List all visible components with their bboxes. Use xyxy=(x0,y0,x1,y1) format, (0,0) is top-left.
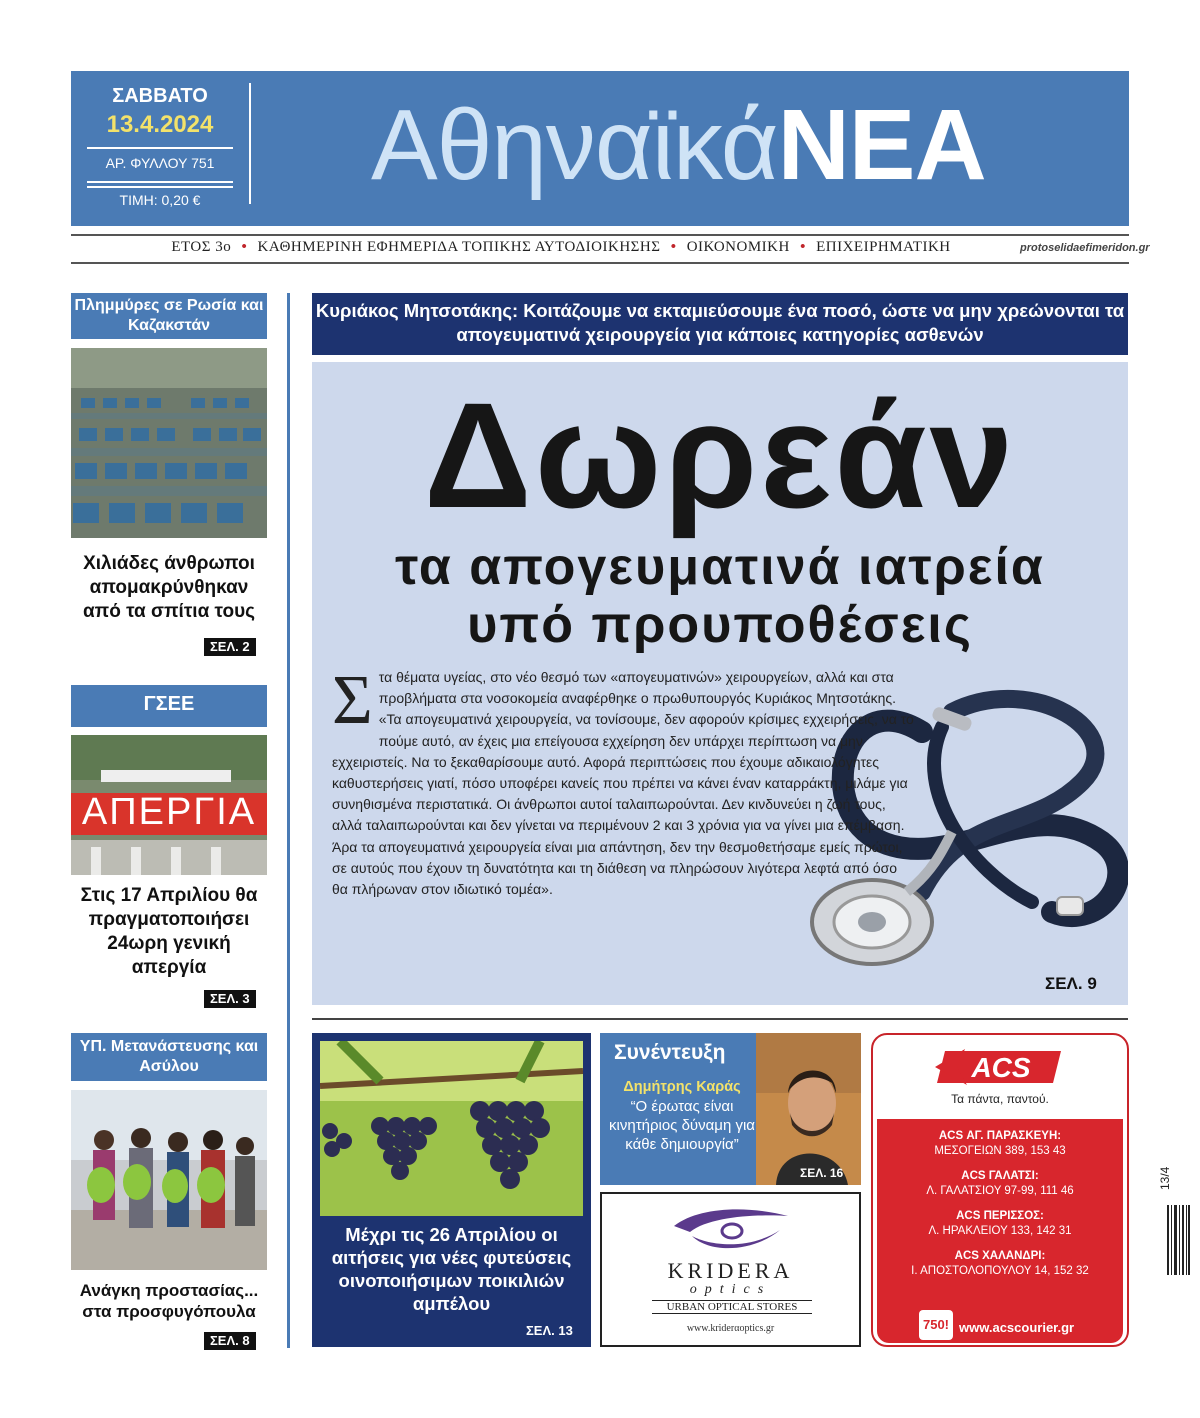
newspaper-logo xyxy=(371,89,986,201)
refugee-children-photo[interactable] xyxy=(71,1090,267,1270)
grapes-photo[interactable] xyxy=(320,1041,583,1216)
page-reference: ΣΕΛ. 16 xyxy=(800,1166,844,1180)
issue-day: ΣΑΒΒΑΤΟ xyxy=(112,85,208,107)
logo-light-text: Αθηναϊκά xyxy=(371,89,778,201)
kridera-tagline: URBAN OPTICAL STORES xyxy=(652,1300,812,1314)
subheadline-line: υπό προυποθέσεις xyxy=(467,596,973,654)
acs-ad[interactable] xyxy=(871,1033,1129,1347)
rule xyxy=(71,262,1129,264)
interview-title: Συνέντευξη xyxy=(614,1041,726,1064)
story-kicker: ΥΠ. Μετανάστευσης και Ασύλου xyxy=(71,1033,267,1081)
page-reference: ΣΕΛ. 9 xyxy=(1045,974,1097,993)
masthead xyxy=(71,71,1129,226)
acs-store xyxy=(873,1169,1127,1199)
divider xyxy=(87,186,233,188)
main-subheadline xyxy=(312,538,1128,654)
interviewee-name: Δημήτρης Καράς xyxy=(623,1079,741,1095)
bullet-icon: • xyxy=(241,239,248,255)
acs-store-address: Ι. ΑΠΟΣΤΟΛΟΠΟΥΛΟΥ 14, 152 32 xyxy=(911,1265,1089,1277)
wine-story xyxy=(312,1033,591,1347)
divider xyxy=(87,147,233,149)
kridera-url[interactable]: www.kriderαoptics.gr xyxy=(686,1323,775,1334)
story-headline[interactable]: Ανάγκη προστασίας... στα προσφυγόπουλα xyxy=(79,1281,259,1321)
main-body-text xyxy=(332,662,914,900)
acs-logo-icon xyxy=(935,1047,1065,1087)
subheadline-line: τα απογευματινά ιατρεία xyxy=(395,538,1045,596)
main-headline[interactable]: Δωρεάν xyxy=(423,371,1017,539)
issue-date: 13.4.2024 xyxy=(106,111,214,138)
kridera-ad[interactable] xyxy=(600,1192,861,1347)
kridera-optics: optics xyxy=(689,1282,772,1297)
page-reference: ΣΕΛ. 2 xyxy=(204,638,256,656)
acs-store-address: Λ. ΓΑΛΑΤΣΙΟΥ 97-99, 111 46 xyxy=(926,1185,1074,1197)
tagline-part: ΚΑΘΗΜΕΡΙΝΗ ΕΦΗΜΕΡΙΔΑ ΤΟΠΙΚΗΣ ΑΥΤΟΔΙΟΙΚΗΣΗΣ xyxy=(257,239,661,255)
acs-motto: Τα πάντα, παντού. xyxy=(951,1092,1049,1106)
acs-store xyxy=(873,1129,1127,1159)
acs-store xyxy=(873,1209,1127,1239)
page-reference: ΣΕΛ. 13 xyxy=(526,1323,573,1338)
main-story xyxy=(312,362,1128,1005)
tagline xyxy=(71,239,1051,256)
acs-url[interactable]: www.acscourier.gr xyxy=(959,1320,1075,1335)
tagline-part: ΕΠΙΧΕΙΡΗΜΑΤΙΚΗ xyxy=(816,239,951,255)
acs-logo-text: ACS xyxy=(971,1052,1031,1083)
interviewee-photo[interactable] xyxy=(756,1033,861,1185)
interview-quote[interactable]: “Ο έρωτας είναι κινητήριος δύναμη για κάθε δημιουργία” xyxy=(609,1098,755,1153)
story-kicker: Πλημμύρες σε Ρωσία και Καζακστάν xyxy=(71,293,267,339)
acs-store xyxy=(873,1249,1127,1279)
strike-banner-text: ΑΠΕΡΓΙΑ xyxy=(81,791,257,833)
tagline-year: ΕΤΟΣ 3ο xyxy=(171,239,232,255)
logo-bold-text: ΝΕΑ xyxy=(777,89,986,201)
wine-headline[interactable]: Μέχρι τις 26 Απριλίου οι αιτήσεις για νέες φυτεύσεις οινοποιήσιμων ποικιλιών αμπέλου xyxy=(331,1224,572,1314)
masthead-date-block xyxy=(71,71,249,226)
column-rule xyxy=(287,293,290,1348)
divider xyxy=(87,181,233,183)
side-date-code: 13/4 xyxy=(1158,1166,1172,1190)
story-headline[interactable]: Στις 17 Απριλίου θα πραγματοποιήσει 24ωρη γενική απεργία xyxy=(80,885,258,978)
acs-store-name: ACS ΧΑΛΑΝΔΡΙ: xyxy=(954,1250,1046,1262)
rule xyxy=(71,234,1129,236)
acs-store-name: ACS ΑΓ. ΠΑΡΑΣΚΕΥΗ: xyxy=(938,1130,1062,1142)
page-reference: ΣΕΛ. 3 xyxy=(204,990,256,1008)
story-headline[interactable]: Χιλιάδες άνθρωποι απομακρύνθηκαν από τα σπίτια τους xyxy=(82,553,256,622)
acs-store-address: ΜΕΣΟΓΕΙΩΝ 389, 153 43 xyxy=(934,1145,1066,1157)
acs-750-badge: 750! xyxy=(919,1310,953,1340)
bullet-icon: • xyxy=(800,239,806,255)
rule xyxy=(312,1018,1128,1020)
bullet-icon: • xyxy=(670,239,677,255)
drop-cap: Σ xyxy=(332,662,373,739)
kridera-logo-icon xyxy=(670,1206,794,1256)
main-kicker: Κυριάκος Μητσοτάκης: Κοιτάζουμε να εκταμιεύσουμε ένα ποσό, ώστε να μην χρεώνονται τα απογευματινά χειρουργεία για κάποιες κατηγορίες ασθενών xyxy=(312,293,1128,355)
story-kicker: ΓΣΕΕ xyxy=(71,685,267,727)
acs-store-name: ACS ΠΕΡΙΣΣΟΣ: xyxy=(956,1210,1044,1222)
masthead-separator xyxy=(249,83,251,204)
barcode-icon xyxy=(1165,1205,1191,1275)
issue-number: ΑΡ. ΦΥΛΛΟΥ 751 xyxy=(105,155,215,171)
acs-store-name: ACS ΓΑΛΑΤΣΙ: xyxy=(961,1170,1039,1182)
tagline-part: ΟΙΚΟΝΟΜΙΚΗ xyxy=(686,239,790,255)
flood-photo[interactable] xyxy=(71,348,267,538)
page-reference: ΣΕΛ. 8 xyxy=(204,1332,256,1350)
acs-store-address: Λ. ΗΡΑΚΛΕΙΟΥ 133, 142 31 xyxy=(928,1225,1072,1237)
source-site: protoselidaefimeridon.gr xyxy=(1020,242,1150,254)
kridera-name: KRIDERA xyxy=(667,1258,794,1283)
main-body-paragraph: τα θέματα υγείας, στο νέο θεσμό των «απογευματινών» χειρουργείων, αλλά και στα προβλήματα στα νοσοκομεία αναφέρθηκε ο πρωθυπουργός Κυριάκος Μητσοτάκης. «Τα απογευματινά χειρουργεία, να τονίσουμε, δεν αφορούν κρίσιμες εχχειρήσεις, να το πούμε αυτό, αν έχεις μια επείγουσα εχχείρηση δεν υπάρχει περίπτωση να μην εχχειριστείς. Να το ξεκαθαρίσουμε αυτό. Αφορά περιπτώσεις που έχουμε αδικαιολόγητες καθυστερήσεις γιατί, πόσο υποφέρει κανείς που πρέπει να κάνει έναν καταρράκτη, μιλάμε για συνηθισμένα περιστατικά. Οι άνθρωποι αυτοί ταλαιπωρούνται. Δεν κινδυνεύει η ζωή τους, αλλά ταλαιπωρούνται και δεν γίνεται να περιμένουν 2 και 3 χρόνια για να γίνει μια επέμβαση. Άρα τα απογευματινά χειρουργεία είναι μια απάντηση, δεν την θεσμοθετήσαμε εμείς πρώτοι, σε αυτούς που έχουν τη δυνατότητα και τη διάθεση να πληρώσουν λιγότερα λεφτά από όσο θα πλήρωναν στον ιδιωτικό τομέα». xyxy=(332,669,914,898)
issue-price: ΤΙΜΗ: 0,20 € xyxy=(119,192,201,208)
strike-photo[interactable] xyxy=(71,735,267,875)
interview-box xyxy=(600,1033,861,1185)
